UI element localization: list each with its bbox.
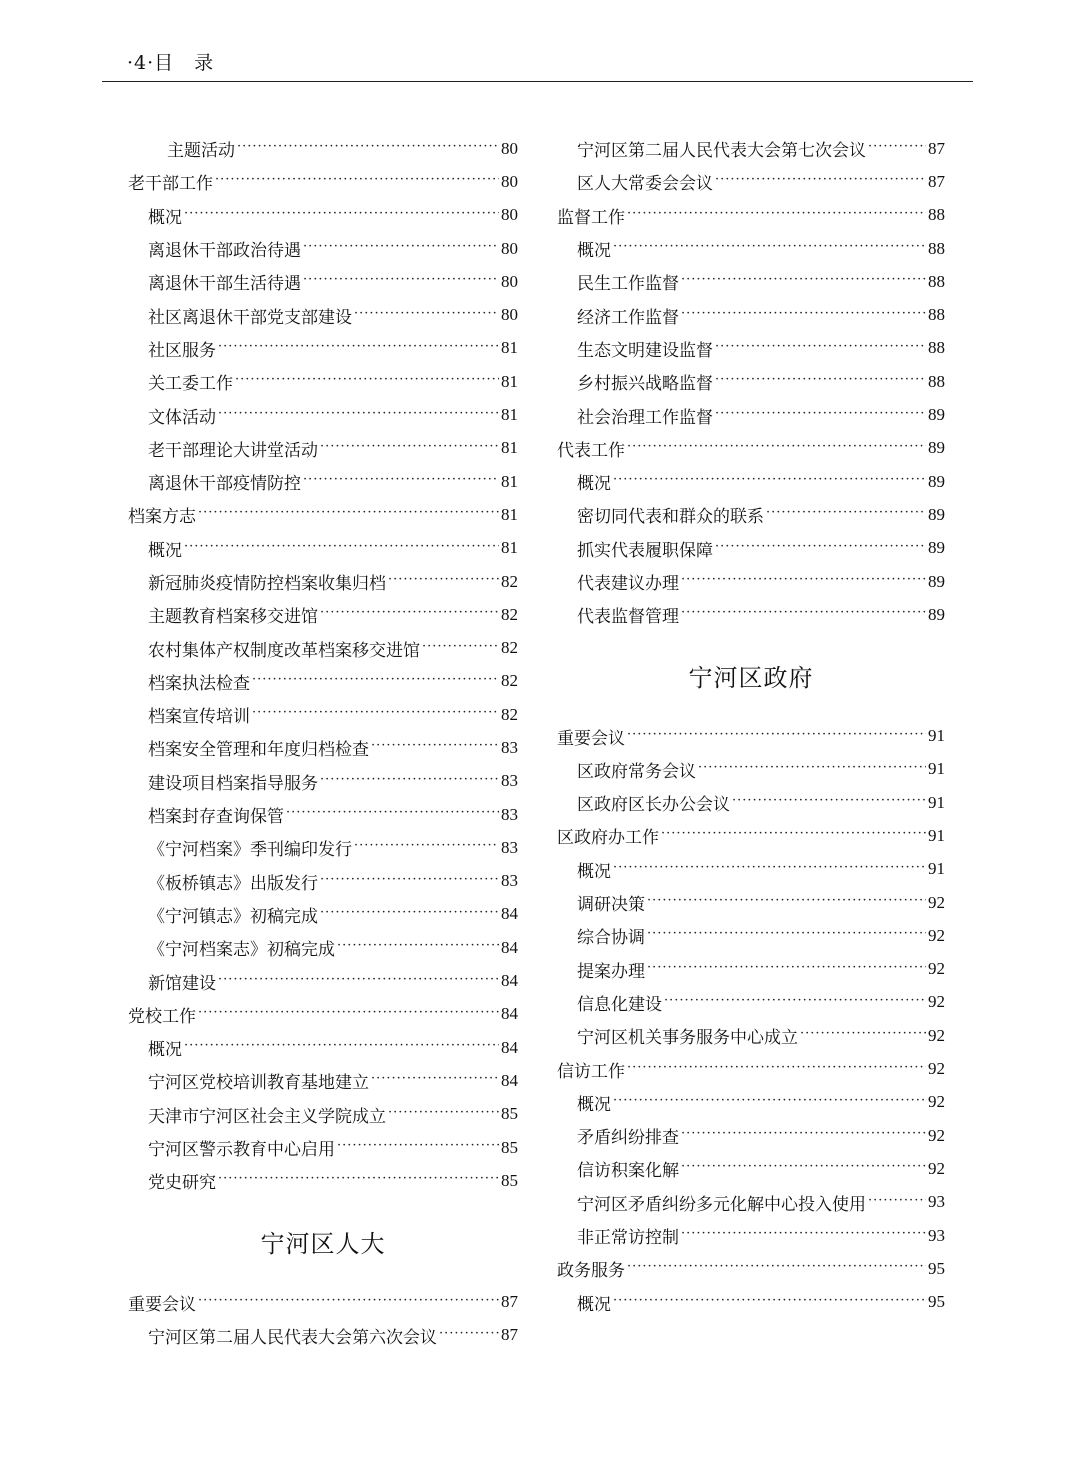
dot-leader (681, 576, 926, 593)
toc-entry-title: 党校工作 (128, 1006, 196, 1027)
toc-entry[interactable] (128, 199, 518, 232)
toc-entry[interactable] (557, 786, 945, 819)
toc-entry[interactable] (557, 298, 945, 331)
toc-entry-page-number: 92 (928, 1092, 945, 1112)
dot-leader (647, 964, 926, 981)
toc-entry[interactable] (128, 1031, 518, 1064)
toc-entry-title: 综合协调 (577, 928, 645, 949)
toc-entry[interactable] (557, 919, 945, 952)
dot-leader (627, 210, 926, 227)
toc-entry-title: 区政府常务会议 (577, 761, 696, 782)
toc-entry-page-number: 84 (501, 1004, 518, 1024)
toc-entry-page-number: 83 (501, 804, 518, 824)
toc-entry[interactable] (128, 1098, 518, 1131)
dot-leader (218, 1175, 499, 1192)
toc-entry-page-number: 85 (501, 1137, 518, 1157)
toc-entry-page-number: 84 (501, 937, 518, 957)
dot-leader (715, 343, 926, 360)
toc-entry-page-number: 87 (501, 1325, 518, 1345)
toc-entry-title: 概况 (577, 1094, 611, 1115)
dot-leader (371, 1075, 499, 1092)
toc-entry-page-number: 89 (928, 571, 945, 591)
toc-entry-page-number: 89 (928, 438, 945, 458)
toc-entry[interactable] (557, 1252, 945, 1285)
toc-entry-page-number: 80 (501, 305, 518, 325)
toc-entry-page-number: 92 (928, 959, 945, 979)
toc-entry-title: 代表建议办理 (577, 574, 679, 594)
toc-entry-page-number: 80 (501, 138, 518, 158)
toc-entry-title: 新冠肺炎疫情防控档案收集归档 (148, 574, 386, 594)
dot-leader (766, 509, 926, 526)
toc-entry-page-number: 83 (501, 871, 518, 891)
toc-entry-title: 信访工作 (557, 1061, 625, 1082)
toc-entry[interactable] (128, 365, 518, 398)
dot-leader (732, 797, 926, 814)
toc-entry[interactable] (128, 532, 518, 565)
toc-entry-title: 区人大常委会会议 (577, 174, 713, 195)
toc-entry[interactable] (128, 1319, 518, 1352)
toc-entry-page-number: 89 (928, 604, 945, 624)
toc-right-column (557, 132, 945, 1319)
header-rule (102, 81, 973, 82)
toc-entry-title: 监督工作 (557, 207, 625, 228)
dot-leader (627, 1064, 926, 1081)
toc-entry[interactable] (128, 1064, 518, 1097)
toc-entry-page-number: 81 (501, 405, 518, 425)
toc-entry-title: 概况 (148, 207, 182, 228)
toc-entry-title: 老干部工作 (128, 174, 213, 195)
toc-entry-page-number: 81 (501, 504, 518, 524)
toc-entry-page-number: 88 (928, 305, 945, 325)
toc-entry-page-number: 81 (501, 538, 518, 558)
toc-entry-page-number: 80 (501, 238, 518, 258)
toc-entry-page-number: 91 (928, 726, 945, 746)
dot-leader (218, 410, 499, 427)
toc-entry-page-number: 81 (501, 371, 518, 391)
dot-leader (320, 443, 499, 460)
dot-leader (237, 143, 499, 160)
toc-entry[interactable] (128, 865, 518, 898)
toc-entry[interactable] (128, 132, 518, 165)
toc-entry[interactable] (557, 1152, 945, 1185)
toc-entry-page-number: 88 (928, 371, 945, 391)
toc-entry-page-number: 82 (501, 638, 518, 658)
toc-entry-title: 离退休干部生活待遇 (148, 274, 301, 295)
toc-entry[interactable] (557, 953, 945, 986)
toc-entry-page-number: 83 (501, 771, 518, 791)
dot-leader (198, 509, 499, 526)
dot-leader (698, 764, 926, 781)
dot-leader (218, 343, 499, 360)
toc-entry-title: 档案执法检查 (148, 673, 250, 694)
toc-entry-title: 重要会议 (128, 1294, 196, 1315)
dot-leader (715, 410, 926, 427)
dot-leader (252, 676, 499, 693)
toc-entry-title: 信访积案化解 (577, 1161, 679, 1182)
toc-entry-title: 密切同代表和群众的联系 (577, 507, 764, 528)
toc-entry[interactable] (128, 665, 518, 698)
toc-entry[interactable] (557, 1019, 945, 1052)
toc-entry-page-number: 87 (501, 1292, 518, 1312)
toc-entry-title: 乡村振兴战略监督 (577, 374, 713, 395)
toc-entry[interactable] (557, 886, 945, 919)
toc-entry-page-number: 84 (501, 971, 518, 991)
dot-leader (613, 243, 926, 260)
toc-entry-page-number: 83 (501, 837, 518, 857)
toc-entry[interactable] (557, 1186, 945, 1219)
dot-leader (613, 864, 926, 881)
dot-leader (320, 609, 499, 626)
toc-entry[interactable] (128, 1286, 518, 1319)
dot-leader (303, 243, 499, 260)
toc-entry[interactable] (128, 265, 518, 298)
toc-entry-page-number: 85 (501, 1104, 518, 1124)
dot-leader (661, 830, 926, 847)
toc-entry-page-number: 89 (928, 538, 945, 558)
toc-entry-title: 代表工作 (557, 440, 625, 461)
toc-entry[interactable] (128, 931, 518, 964)
toc-entry-page-number: 92 (928, 1025, 945, 1045)
dot-leader (613, 476, 926, 493)
toc-entry-page-number: 87 (928, 171, 945, 191)
toc-entry-page-number: 88 (928, 271, 945, 291)
toc-entry-page-number: 88 (928, 238, 945, 258)
toc-entry-title: 宁河区第二届人民代表大会第六次会议 (148, 1327, 437, 1348)
toc-entry-title: 农村集体产权制度改革档案移交进馆 (148, 640, 420, 661)
toc-entry-page-number: 85 (501, 1170, 518, 1190)
dot-leader (422, 643, 499, 660)
dot-leader (627, 443, 926, 460)
toc-entry[interactable] (128, 298, 518, 331)
toc-entry-page-number: 82 (501, 704, 518, 724)
toc-entry-page-number: 88 (928, 205, 945, 225)
dot-leader (681, 609, 926, 626)
dot-leader (627, 731, 926, 748)
toc-entry[interactable] (128, 831, 518, 864)
toc-entry[interactable] (557, 1052, 945, 1085)
toc-entry[interactable] (557, 819, 945, 852)
toc-entry-title: 社区服务 (148, 340, 216, 361)
toc-entry-title: 宁河区党校培训教育基地建立 (148, 1073, 369, 1094)
toc-entry-title: 文体活动 (148, 407, 216, 428)
section-heading: 宁河区政府 (688, 663, 814, 692)
toc-entry-title: 宁河区第二届人民代表大会第七次会议 (577, 141, 866, 162)
dot-leader (303, 476, 499, 493)
toc-entry-title: 档案封存查询保管 (148, 807, 284, 828)
dot-leader (337, 1142, 499, 1159)
toc-entry[interactable] (128, 898, 518, 931)
toc-entry[interactable] (128, 432, 518, 465)
toc-entry-title: 档案宣传培训 (148, 707, 250, 728)
toc-entry[interactable] (128, 598, 518, 631)
dot-leader (681, 1130, 926, 1147)
toc-entry[interactable] (557, 232, 945, 265)
header-title: 目 录 (154, 52, 215, 74)
toc-entry-title: 宁河区警示教育中心启用 (148, 1140, 335, 1161)
dot-leader (320, 876, 499, 893)
toc-entry[interactable] (128, 1131, 518, 1164)
toc-entry[interactable] (128, 498, 518, 531)
toc-entry-title: 《宁河档案》季刊编印发行 (148, 840, 352, 861)
toc-entry-title: 重要会议 (557, 728, 625, 749)
dot-leader (198, 1297, 499, 1314)
dot-leader (184, 210, 499, 227)
toc-entry-title: 概况 (577, 1294, 611, 1315)
toc-entry-page-number: 84 (501, 1070, 518, 1090)
dot-leader (215, 176, 499, 193)
dot-leader (337, 942, 499, 959)
toc-entry[interactable] (557, 1286, 945, 1319)
dot-leader (627, 1263, 926, 1280)
dot-leader (388, 1109, 499, 1126)
toc-entry-title: 矛盾纠纷排查 (577, 1128, 679, 1149)
toc-entry-title: 经济工作监督 (577, 307, 679, 328)
toc-entry-page-number: 80 (501, 171, 518, 191)
dot-leader (868, 1197, 926, 1214)
toc-entry[interactable] (128, 565, 518, 598)
toc-entry-page-number: 92 (928, 925, 945, 945)
dot-leader (354, 842, 499, 859)
toc-entry-page-number: 82 (501, 571, 518, 591)
toc-entry-title: 提案办理 (577, 961, 645, 982)
toc-entry[interactable] (128, 798, 518, 831)
toc-entry[interactable] (128, 964, 518, 997)
dot-leader (320, 909, 499, 926)
toc-entry-title: 概况 (577, 474, 611, 495)
toc-entry-title: 《宁河镇志》初稿完成 (148, 906, 318, 927)
toc-entry-page-number: 95 (928, 1292, 945, 1312)
dot-leader (184, 543, 499, 560)
toc-entry-page-number: 92 (928, 1059, 945, 1079)
toc-entry-title: 概况 (577, 861, 611, 882)
dot-leader (681, 1230, 926, 1247)
toc-entry[interactable] (557, 853, 945, 886)
toc-entry-title: 民生工作监督 (577, 274, 679, 295)
toc-entry-title: 档案安全管理和年度归档检查 (148, 740, 369, 761)
toc-entry[interactable] (128, 1164, 518, 1197)
toc-entry-page-number: 81 (501, 438, 518, 458)
toc-entry-title: 政务服务 (557, 1261, 625, 1282)
toc-entry-page-number: 92 (928, 992, 945, 1012)
toc-entry[interactable] (128, 731, 518, 764)
toc-entry-title: 抓实代表履职保障 (577, 540, 713, 561)
toc-entry-title: 区政府区长办公会议 (577, 795, 730, 816)
dot-leader (252, 709, 499, 726)
toc-entry-page-number: 91 (928, 759, 945, 779)
toc-entry-page-number: 82 (501, 671, 518, 691)
toc-left-column (128, 132, 518, 1352)
toc-entry-page-number: 91 (928, 825, 945, 845)
toc-entry-title: 档案方志 (128, 507, 196, 528)
running-header (127, 48, 214, 75)
toc-entry-title: 概况 (577, 241, 611, 262)
dot-leader (235, 376, 499, 393)
toc-entry-title: 信息化建设 (577, 994, 662, 1015)
page-marker: ·4· (127, 52, 155, 74)
toc-entry[interactable] (557, 199, 945, 232)
toc-entry-title: 《宁河档案志》初稿完成 (148, 940, 335, 961)
toc-entry-title: 建设项目档案指导服务 (148, 773, 318, 794)
dot-leader (198, 1009, 499, 1026)
toc-entry[interactable] (557, 1086, 945, 1119)
toc-entry-page-number: 81 (501, 338, 518, 358)
toc-entry[interactable] (128, 998, 518, 1031)
toc-entry[interactable] (557, 465, 945, 498)
toc-entry-page-number: 91 (928, 859, 945, 879)
toc-entry[interactable] (557, 753, 945, 786)
toc-entry[interactable] (557, 532, 945, 565)
dot-leader (681, 276, 926, 293)
toc-entry-title: 党史研究 (148, 1173, 216, 1194)
dot-leader (647, 930, 926, 947)
dot-leader (184, 1042, 499, 1059)
toc-entry-title: 代表监督管理 (577, 607, 679, 628)
toc-entry-page-number: 89 (928, 405, 945, 425)
dot-leader (388, 576, 499, 593)
toc-entry[interactable] (557, 1119, 945, 1152)
dot-leader (715, 543, 926, 560)
toc-entry[interactable] (128, 631, 518, 664)
toc-entry-title: 离退休干部政治待遇 (148, 241, 301, 262)
toc-entry[interactable] (557, 719, 945, 752)
toc-entry-page-number: 95 (928, 1258, 945, 1278)
toc-entry-page-number: 93 (928, 1225, 945, 1245)
toc-entry-title: 主题教育档案移交进馆 (148, 607, 318, 628)
dot-leader (286, 809, 499, 826)
toc-entry-page-number: 92 (928, 892, 945, 912)
toc-entry[interactable] (128, 398, 518, 431)
toc-entry[interactable] (557, 598, 945, 631)
toc-entry-page-number: 81 (501, 471, 518, 491)
dot-leader (681, 1163, 926, 1180)
toc-entry-page-number: 93 (928, 1192, 945, 1212)
toc-entry-title: 主题活动 (167, 141, 235, 162)
toc-entry-title: 老干部理论大讲堂活动 (148, 440, 318, 461)
toc-entry-page-number: 92 (928, 1158, 945, 1178)
dot-leader (800, 1030, 926, 1047)
toc-entry-title: 社会治理工作监督 (577, 407, 713, 428)
toc-entry-page-number: 88 (928, 338, 945, 358)
toc-entry-title: 社区离退休干部党支部建设 (148, 307, 352, 328)
toc-entry-title: 宁河区矛盾纠纷多元化解中心投入使用 (577, 1194, 866, 1215)
toc-entry[interactable] (557, 165, 945, 198)
dot-leader (613, 1097, 926, 1114)
toc-entry[interactable] (557, 498, 945, 531)
dot-leader (681, 310, 926, 327)
dot-leader (715, 376, 926, 393)
toc-entry-page-number: 89 (928, 471, 945, 491)
toc-entry-title: 生态文明建设监督 (577, 340, 713, 361)
toc-entry-title: 概况 (148, 1040, 182, 1061)
toc-entry-page-number: 80 (501, 205, 518, 225)
toc-entry[interactable] (128, 465, 518, 498)
toc-entry-page-number: 84 (501, 904, 518, 924)
toc-entry-title: 关工委工作 (148, 374, 233, 395)
toc-entry-title: 概况 (148, 540, 182, 561)
toc-entry-title: 非正常访控制 (577, 1228, 679, 1249)
toc-entry[interactable] (557, 398, 945, 431)
dot-leader (218, 976, 499, 993)
toc-entry[interactable] (128, 165, 518, 198)
dot-leader (868, 143, 926, 160)
dot-leader (439, 1330, 499, 1347)
toc-entry-page-number: 84 (501, 1037, 518, 1057)
toc-entry-page-number: 83 (501, 737, 518, 757)
dot-leader (303, 276, 499, 293)
toc-entry-page-number: 80 (501, 271, 518, 291)
toc-entry[interactable] (557, 565, 945, 598)
toc-entry-title: 调研决策 (577, 895, 645, 916)
toc-entry-title: 离退休干部疫情防控 (148, 474, 301, 495)
dot-leader (647, 897, 926, 914)
toc-entry[interactable] (557, 986, 945, 1019)
toc-entry[interactable] (557, 1219, 945, 1252)
dot-leader (664, 997, 926, 1014)
toc-entry[interactable] (128, 765, 518, 798)
dot-leader (715, 176, 926, 193)
toc-entry[interactable] (557, 432, 945, 465)
dot-leader (320, 776, 499, 793)
section-heading: 宁河区人大 (260, 1230, 386, 1258)
toc-entry[interactable] (557, 265, 945, 298)
dot-leader (354, 310, 499, 327)
toc-entry[interactable] (128, 232, 518, 265)
toc-entry[interactable] (557, 132, 945, 165)
toc-entry[interactable] (557, 332, 945, 365)
toc-entry-title: 《板桥镇志》出版发行 (148, 873, 318, 894)
toc-entry-title: 宁河区机关事务服务中心成立 (577, 1028, 798, 1049)
toc-entry-page-number: 87 (928, 138, 945, 158)
toc-entry-title: 区政府办工作 (557, 828, 659, 849)
toc-entry-page-number: 82 (501, 604, 518, 624)
toc-entry-title: 天津市宁河区社会主义学院成立 (148, 1106, 386, 1127)
dot-leader (613, 1297, 926, 1314)
toc-entry[interactable] (128, 698, 518, 731)
dot-leader (371, 742, 499, 759)
toc-entry[interactable] (557, 365, 945, 398)
toc-entry-page-number: 92 (928, 1125, 945, 1145)
toc-entry-page-number: 91 (928, 792, 945, 812)
toc-entry-page-number: 89 (928, 504, 945, 524)
toc-entry-title: 新馆建设 (148, 973, 216, 994)
toc-entry[interactable] (128, 332, 518, 365)
